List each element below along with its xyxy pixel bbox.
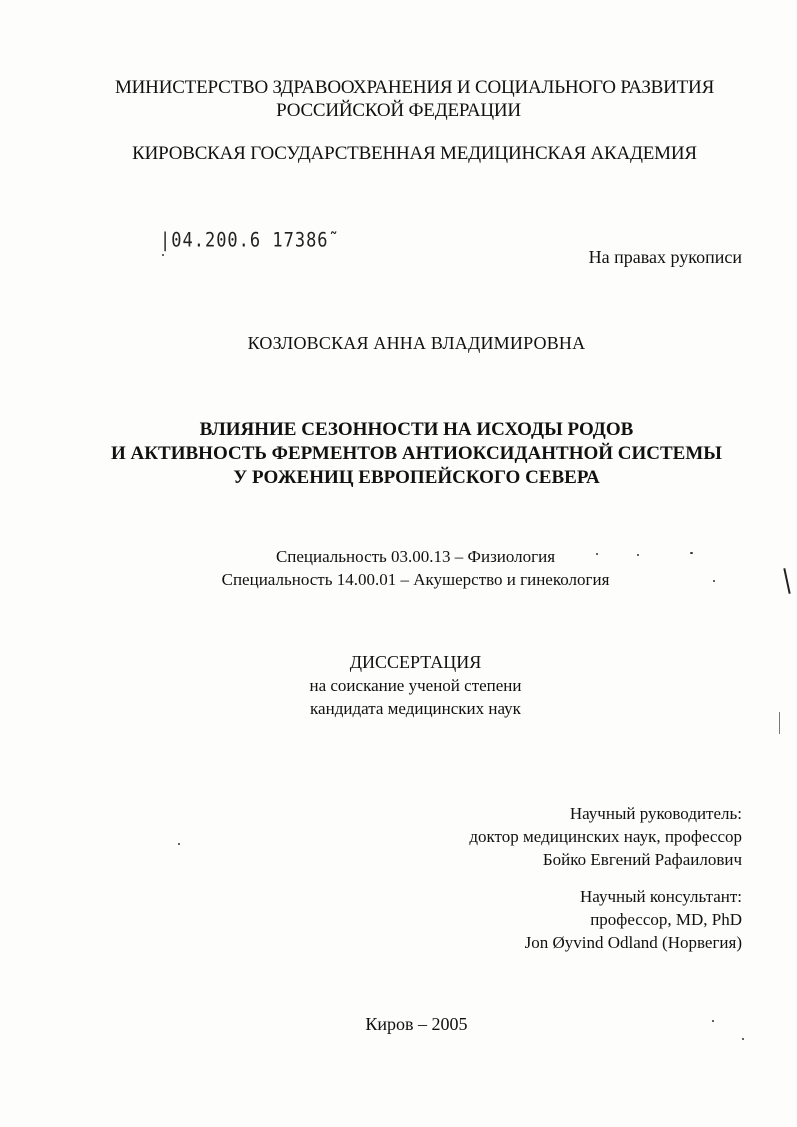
title-line-3: У РОЖЕНИЦ ЕВРОПЕЙСКОГО СЕВЕРА: [233, 467, 600, 488]
academy-header: [0, 142, 797, 165]
degree-line-2: кандидата медицинских наук: [310, 699, 521, 718]
consultant-degree: профессор, MD, PhD: [590, 910, 742, 929]
author-name: КОЗЛОВСКАЯ АННА ВЛАДИМИРОВНА: [247, 333, 586, 353]
supervisor-degree: доктор медицинских наук, профессор: [469, 827, 742, 846]
scan-speck-3: [690, 552, 693, 554]
consultant-label: Научный консультант:: [580, 887, 742, 906]
supervisor-name: Бойко Евгений Рафаилович: [542, 850, 742, 869]
title-line-1: ВЛИЯНИЕ СЕЗОННОСТИ НА ИСХОДЫ РОДОВ: [199, 419, 634, 440]
scan-speck-8: [162, 254, 164, 256]
specialty-1: Специальность 03.00.13 – Физиология: [275, 547, 556, 566]
degree-line-1: на соискание ученой степени: [309, 676, 522, 695]
academy-name: КИРОВСКАЯ ГОСУДАРСТВЕННАЯ МЕДИЦИНСКАЯ АКАДЕМИЯ: [132, 143, 697, 164]
scan-speck-2: [637, 554, 639, 556]
consultant-block: [525, 885, 742, 954]
city-year: Киров – 2005: [365, 1014, 468, 1034]
specialty-2: Специальность 14.00.01 – Акушерство и гинекология: [221, 570, 610, 589]
author-block: [0, 332, 797, 354]
stamp-text: 04.200.6 17386: [171, 229, 329, 252]
ministry-line-1: МИНИСТЕРСТВО ЗДРАВООХРАНЕНИЯ И СОЦИАЛЬНОГО РАЗВИТИЯ: [114, 77, 715, 98]
dissertation-heading: ДИССЕРТАЦИЯ: [349, 652, 482, 672]
scan-speck-5: [178, 843, 180, 845]
scan-speck-6: [712, 1020, 714, 1022]
supervisor-block: [469, 802, 742, 871]
supervisor-label: Научный руководитель:: [569, 804, 742, 823]
scan-speck-7: [742, 1038, 744, 1040]
ministry-line-2: РОССИЙСКОЙ ФЕДЕРАЦИИ: [276, 100, 521, 121]
dissertation-title: [0, 418, 797, 490]
archive-stamp-number: [160, 229, 340, 252]
consultant-name: Jon Øyvind Odland (Норвегия): [524, 933, 742, 952]
stamp-left-bar: |: [160, 229, 172, 252]
scan-speck-1: [596, 553, 598, 555]
dissertation-degree-block: [0, 651, 797, 720]
manuscript-rights-note: На правах рукописи: [588, 247, 742, 267]
scan-speck-4: [713, 580, 715, 582]
scan-edge-mark-2: [779, 712, 780, 734]
ministry-header: [0, 76, 797, 122]
specialties-block: [0, 545, 797, 591]
city-year-block: [0, 1013, 797, 1036]
title-line-2: И АКТИВНОСТЬ ФЕРМЕНТОВ АНТИОКСИДАНТНОЙ СИСТЕМЫ: [111, 443, 722, 464]
stamp-tick: ˜: [328, 229, 340, 252]
